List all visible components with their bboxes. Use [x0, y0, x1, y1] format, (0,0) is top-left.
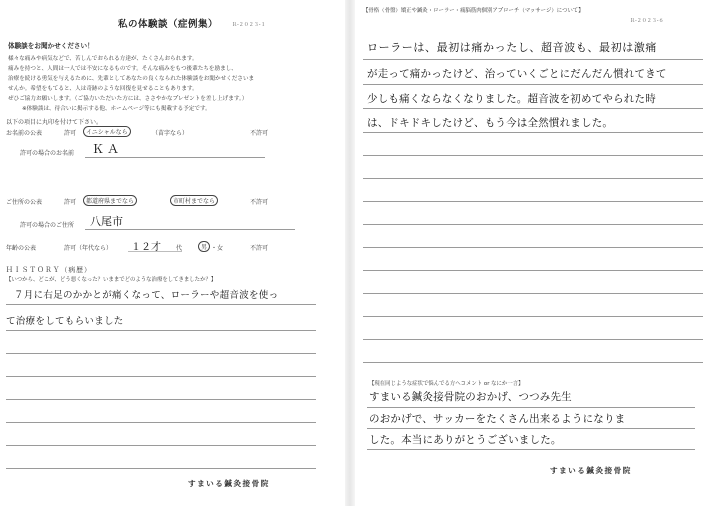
address-deny[interactable]: 不許可 [250, 199, 269, 206]
intro-line: ぜひご協力お願いします。（ご協力いただいた方には、ささやかなプレゼントを差し上げます。） [8, 96, 248, 102]
age-deny[interactable]: 不許可 [250, 245, 269, 252]
ruled-line [363, 362, 703, 363]
name-fullname-option[interactable]: （苗字なら） [152, 130, 189, 137]
address-value-label: 許可の場合のご住所 [20, 222, 75, 229]
name-value: ＫＡ [92, 142, 123, 156]
gender-female[interactable]: 女 [217, 245, 224, 252]
history-answer-line: て治療をしてもらいました [6, 316, 124, 327]
ruled-line [6, 399, 316, 400]
intro-line: せんか。希望をもてると、人は奇跡のような回復を見せることもあります。 [8, 86, 198, 92]
ruled-line [363, 132, 703, 133]
ruled-line [363, 59, 703, 60]
ruled-line [6, 445, 316, 446]
ruled-line [363, 108, 703, 109]
experience-line: が走って痛かったけど、治っていくごとにだんだん慣れてきて [367, 68, 667, 80]
ruled-line [363, 293, 703, 294]
gender-male-circled[interactable]: 男 [198, 241, 210, 252]
experience-line: は、ドキドキしたけど、もう今は全然慣れました。 [367, 117, 614, 129]
ruled-line [363, 155, 703, 156]
page-title: 私の体験談（症例集） [118, 19, 219, 30]
age-publish-label: 年齢の公表 [6, 245, 37, 252]
ruled-line [367, 428, 695, 429]
left-page [0, 0, 345, 506]
ruled-line [363, 84, 703, 85]
section-header: 【骨格（骨盤）矯正や鍼灸・ローラー・痛脳筋肉個別アプローチ（マッサージ）について】 [363, 8, 584, 14]
ruled-line [6, 330, 316, 331]
comment-line: した。本当にありがとうございました。 [369, 434, 562, 446]
ruled-line [6, 353, 316, 354]
address-permit: 許可 [64, 199, 77, 206]
ruled-line [363, 270, 703, 271]
age-value-line [128, 251, 182, 252]
address-publish-label: ご住所の公表 [6, 199, 43, 206]
ruled-line [6, 376, 316, 377]
pencil-date: Ｒ-２０２３-１ [232, 22, 266, 28]
address-pref-option-circled[interactable]: 都道府県までなら [83, 195, 137, 206]
address-value: 八尾市 [90, 215, 123, 228]
ruled-line [6, 468, 316, 469]
ruled-line [363, 316, 703, 317]
age-dai: 代 [176, 245, 183, 252]
address-value-line [85, 229, 295, 230]
clinic-name: すまいる鍼灸接骨院 [550, 466, 632, 475]
name-publish-label: お名前の公表 [6, 130, 43, 137]
name-deny[interactable]: 不許可 [250, 130, 269, 137]
experience-line: ローラーは、最初は痛かったし、超音波も、最初は激痛 [367, 41, 657, 54]
ruled-line [363, 224, 703, 225]
ruled-line [6, 304, 316, 305]
intro-note: ※体験談は、待合いに掲示する他、ホームページ等にも掲載する予定です。 [22, 106, 211, 112]
page-gutter [345, 0, 355, 506]
age-permit: 許可（年代なら） [64, 245, 113, 252]
history-heading: ＨＩＳＴＯＲＹ（病歴） [6, 266, 92, 274]
instruction: 以下の項目に丸印を付けて下さい。 [6, 119, 103, 126]
ruled-line [6, 422, 316, 423]
clinic-name: すまいる鍼灸接骨院 [188, 479, 270, 488]
address-city-option-circled[interactable]: 市町村までなら [170, 195, 218, 206]
history-answer-line: ７月に右足のかかとが痛くなって、ローラーや超音波を使っ [14, 290, 279, 301]
comment-header: 【現在同じような症状で悩んでる方へコメント or なにか一言】 [369, 381, 524, 387]
age-value: １２才 [131, 242, 161, 253]
history-question: 【いつから、どこが、どう悪くなった？いままでどのような治療をしてきましたか？】 [6, 277, 217, 283]
experience-line: 少しも痛くならなくなりました。超音波を初めてやられた時 [367, 93, 656, 105]
comment-line: すまいる鍼灸接骨院のおかげ、つつみ先生 [369, 391, 572, 403]
intro-heading: 体験談をお聞かせください！ [8, 42, 94, 50]
ruled-line [363, 247, 703, 248]
name-initials-option-circled[interactable]: イニシャルなら [83, 126, 131, 137]
comment-line: のおかげで、サッカーをたくさん出来るようになりま [369, 413, 626, 425]
ruled-line [363, 178, 703, 179]
ruled-line [367, 407, 695, 408]
intro-line: 痛みを持つと、人間は一人では不安になるものです。そんな痛みをもつ後輩たちを励まし、 [8, 66, 237, 72]
name-value-line [85, 157, 265, 158]
intro-line: 治療を続ける勇気を与えるために、先輩としてあなたの良くなられた体験談をお聞かせくださいま [8, 76, 255, 82]
ruled-line [363, 201, 703, 202]
ruled-line [367, 449, 695, 450]
name-permit: 許可 [64, 130, 77, 137]
name-value-label: 許可の場合のお名前 [20, 150, 75, 157]
pencil-date: Ｒ-２０２３-６ [630, 18, 664, 24]
intro-line: 様々な痛みや病気などで、苦しんでおられる方達が、たくさんおられます。 [8, 56, 198, 62]
ruled-line [363, 339, 703, 340]
gender-separator: ・ [211, 245, 218, 252]
right-page [355, 0, 710, 506]
